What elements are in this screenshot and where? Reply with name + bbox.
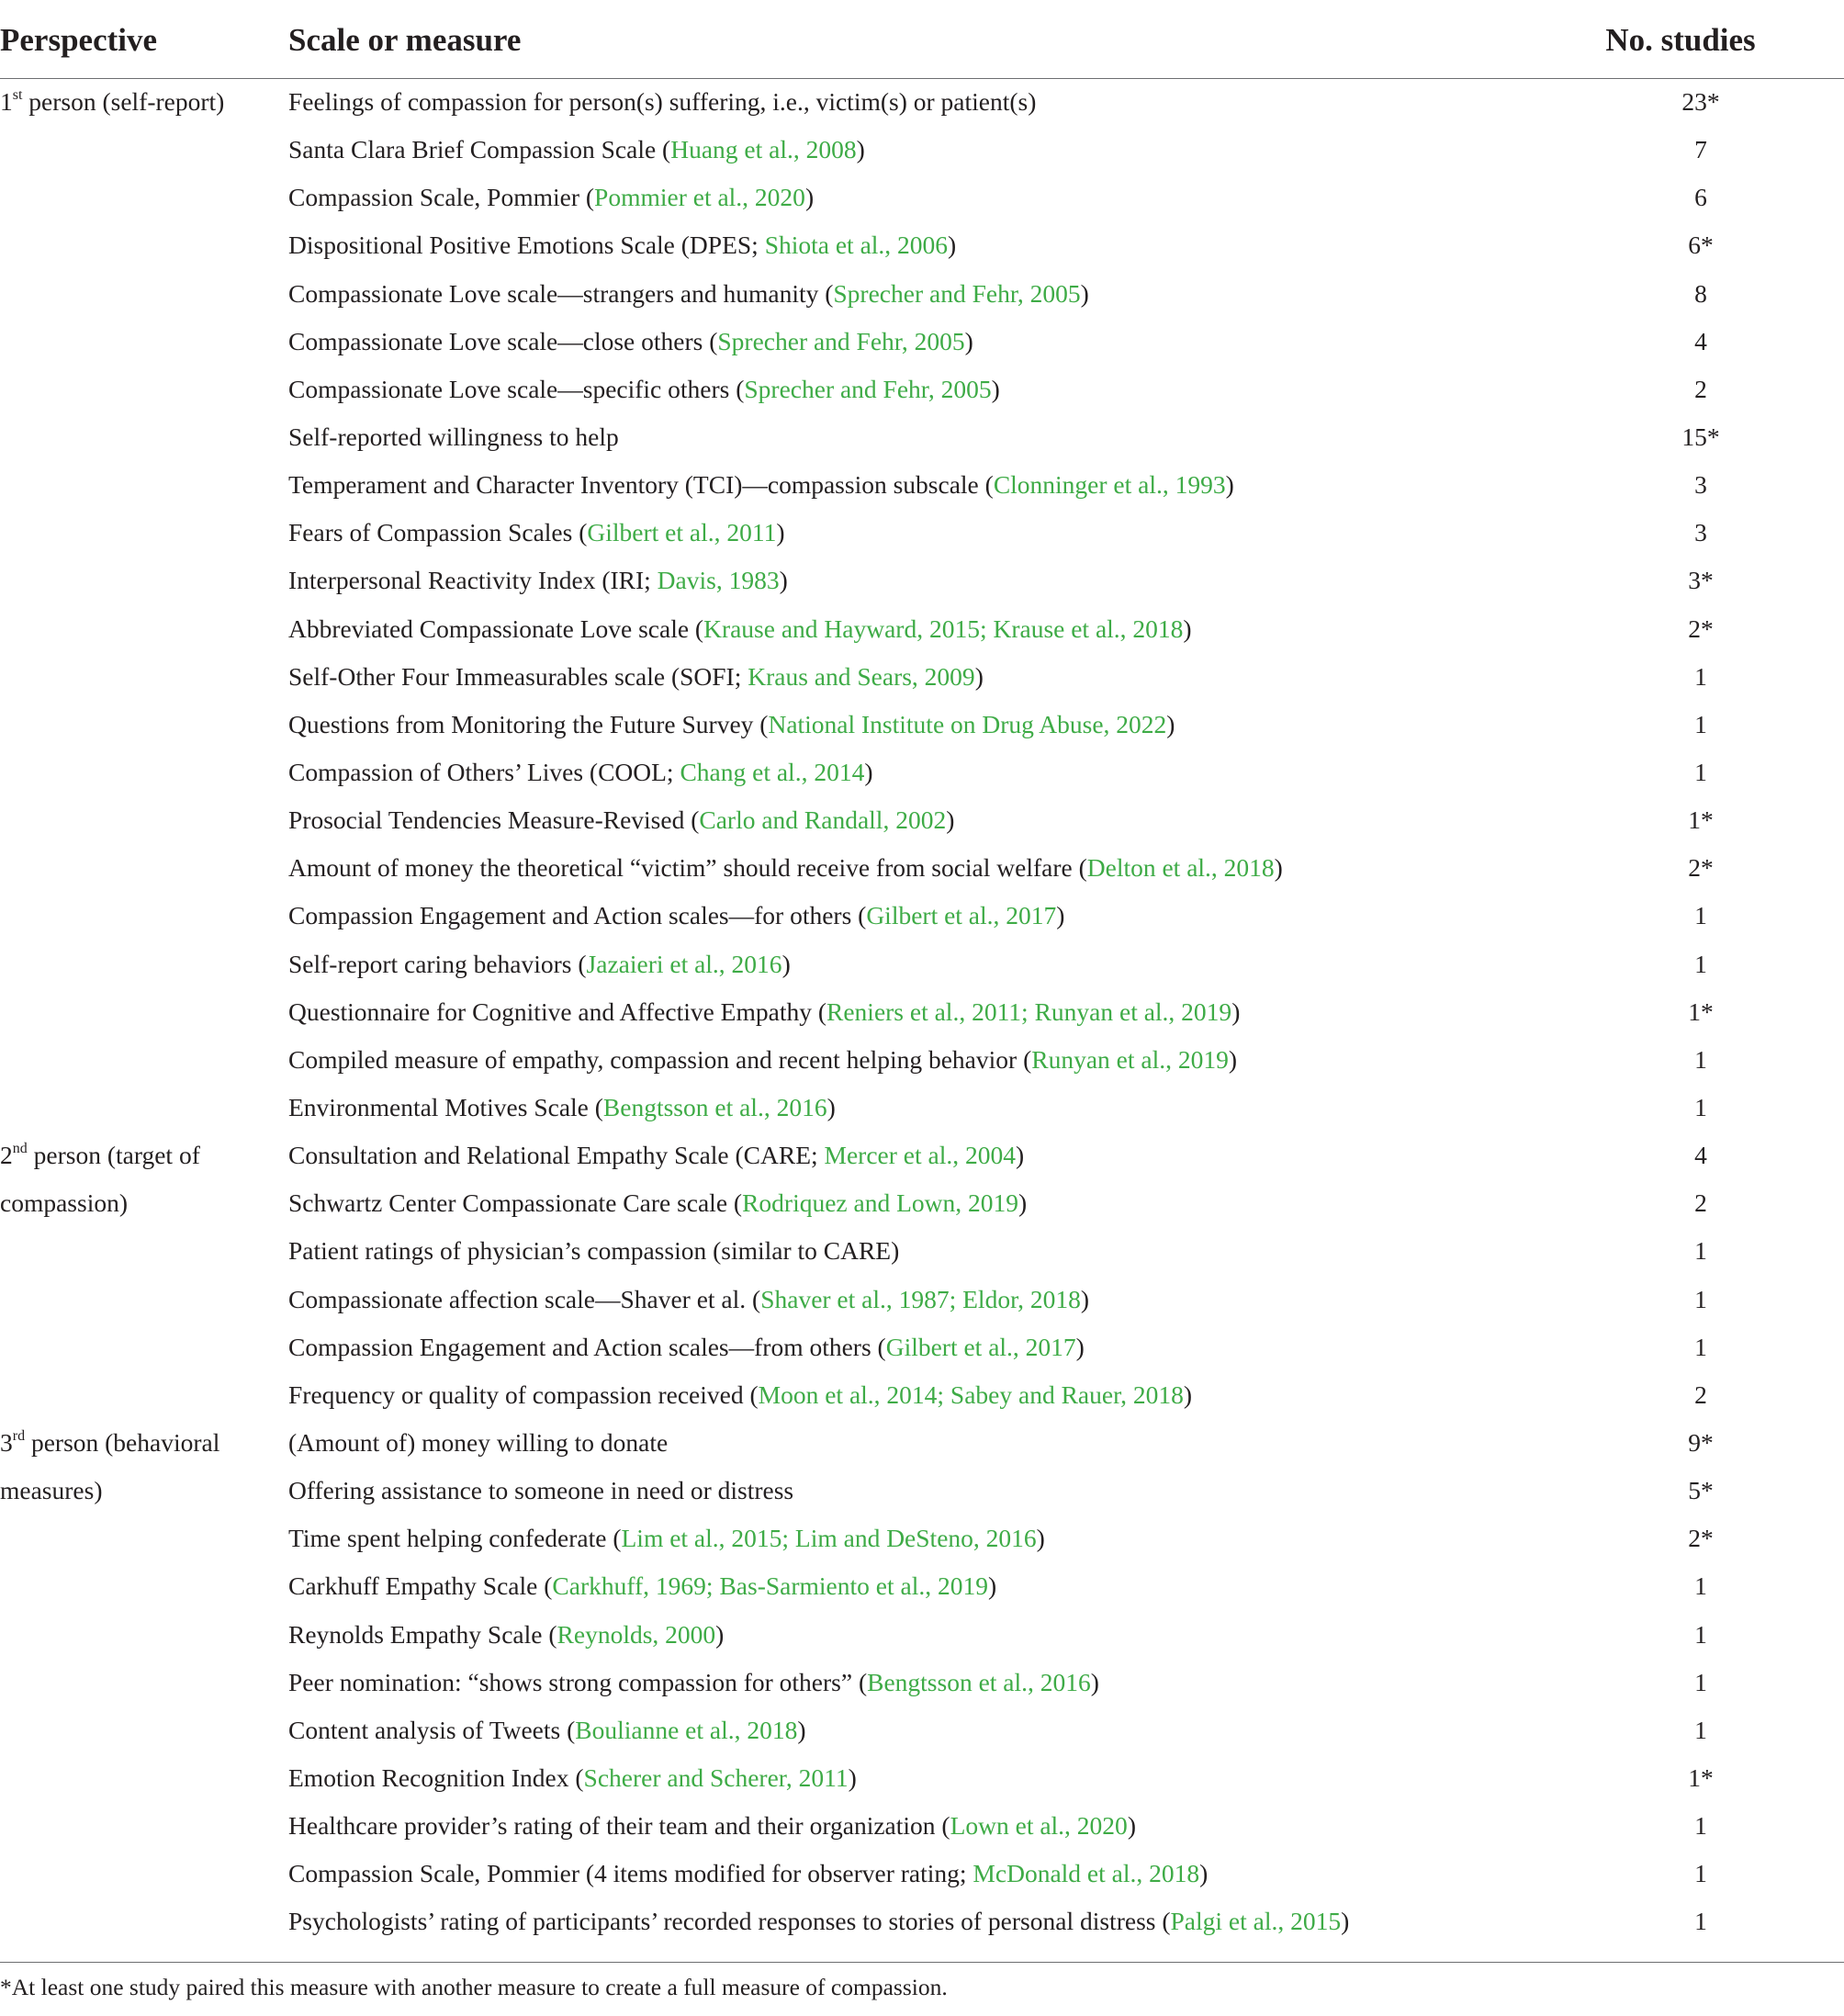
- citation-link[interactable]: Jazaieri et al., 2016: [586, 949, 782, 978]
- scale-cell: [288, 1419, 668, 1467]
- scale-text: Santa Clara Brief Compassion Scale (: [288, 135, 671, 164]
- table-row: [0, 1419, 1844, 1467]
- citation-link[interactable]: Clonninger et al., 1993: [993, 470, 1226, 500]
- scale-cell: [288, 988, 1240, 1036]
- scale-cell: [288, 701, 1175, 749]
- scale-text: Frequency or quality of compassion received (: [288, 1380, 759, 1409]
- scale-text-closing: ): [1274, 853, 1283, 883]
- perspective-ordinal: 2: [0, 1141, 13, 1170]
- table-row: [0, 270, 1844, 318]
- table-row: [0, 174, 1844, 221]
- study-count: 2*: [1688, 614, 1714, 643]
- scale-cell: [288, 221, 956, 269]
- scale-text-closing: ): [1183, 1380, 1193, 1409]
- scale-cell: [288, 1802, 1136, 1850]
- scale-cell: [288, 1515, 1045, 1562]
- perspective-line: [0, 78, 275, 126]
- citation-link[interactable]: Lown et al., 2020: [950, 1811, 1128, 1841]
- table-row: [0, 1754, 1844, 1802]
- study-count: 1: [1694, 661, 1707, 691]
- table-row: [0, 940, 1844, 988]
- scale-text-closing: ): [987, 1571, 997, 1601]
- scale-cell: [288, 749, 873, 796]
- scale-text: Compassion Engagement and Action scales—from others (: [288, 1332, 886, 1361]
- table-row: [0, 1515, 1844, 1562]
- scale-text: Compassionate Love scale—specific others (: [288, 374, 745, 403]
- scale-text-closing: ): [856, 135, 865, 164]
- scale-text: Self-report caring behaviors (: [288, 949, 587, 978]
- scale-cell: [288, 1323, 1085, 1371]
- scale-cell: [288, 1611, 724, 1659]
- scale-text: Carkhuff Empathy Scale (: [288, 1571, 553, 1601]
- study-count: 1*: [1688, 805, 1714, 835]
- scale-text-closing: ): [779, 566, 788, 595]
- scale-text-closing: ): [781, 949, 791, 978]
- scale-text-closing: ): [1127, 1811, 1136, 1841]
- citation-link[interactable]: Gilbert et al., 2017: [885, 1332, 1076, 1361]
- study-count: 9*: [1688, 1427, 1714, 1457]
- citation-link[interactable]: Runyan et al., 2019: [1031, 1044, 1229, 1074]
- scale-text: Reynolds Empathy Scale (: [288, 1619, 557, 1649]
- table-row: [0, 557, 1844, 604]
- scale-text: Questionnaire for Cognitive and Affective Empathy (: [288, 997, 826, 1026]
- citation-link[interactable]: Gilbert et al., 2017: [866, 901, 1057, 930]
- scale-text-closing: ): [776, 518, 785, 547]
- citation-link[interactable]: Sprecher and Fehr, 2005: [833, 278, 1081, 308]
- study-count: 1*: [1688, 997, 1714, 1026]
- table-row: [0, 605, 1844, 653]
- table-row: [0, 892, 1844, 940]
- scale-cell: [288, 557, 788, 604]
- scale-text: Feelings of compassion for person(s) suffering, i.e., victim(s) or patient(s): [288, 87, 1037, 116]
- scale-cell: [288, 1754, 857, 1802]
- scale-cell: [288, 1084, 836, 1132]
- perspective-line: [0, 1132, 275, 1179]
- study-count: 1*: [1688, 1763, 1714, 1792]
- scale-text: Environmental Motives Scale (: [288, 1092, 603, 1121]
- study-count: 1: [1694, 1859, 1707, 1888]
- citation-link[interactable]: Rodriquez and Lown, 2019: [742, 1188, 1018, 1218]
- citation-link[interactable]: Reniers et al., 2011; Runyan et al., 2019: [826, 997, 1232, 1026]
- scale-cell: [288, 509, 785, 557]
- citation-link[interactable]: Boulianne et al., 2018: [575, 1715, 798, 1744]
- study-count: 1: [1694, 1715, 1707, 1744]
- scale-text: Abbreviated Compassionate Love scale (: [288, 614, 704, 643]
- study-count: 1: [1694, 1332, 1707, 1361]
- perspective-line: [0, 1179, 275, 1227]
- header-number-of-studies: No. studies: [1605, 22, 1756, 58]
- scale-text: Peer nomination: “shows strong compassion for others” (: [288, 1667, 868, 1696]
- scale-text: Consultation and Relational Empathy Scale (CARE;: [288, 1141, 825, 1170]
- scale-text: Temperament and Character Inventory (TCI)—compassion subscale (: [288, 470, 994, 500]
- citation-link[interactable]: Sprecher and Fehr, 2005: [744, 374, 992, 403]
- scale-cell: [288, 1467, 793, 1515]
- study-count: 1: [1694, 1044, 1707, 1074]
- perspective-ordinal: 1: [0, 87, 13, 116]
- study-count: 6: [1694, 183, 1707, 212]
- citation-link[interactable]: Mercer et al., 2004: [824, 1141, 1016, 1170]
- study-count: 4: [1694, 1141, 1707, 1170]
- table-row: [0, 1611, 1844, 1659]
- scale-text: Dispositional Positive Emotions Scale (DPES;: [288, 231, 765, 260]
- table-row: [0, 1802, 1844, 1850]
- table-row: [0, 1659, 1844, 1706]
- citation-link[interactable]: Huang et al., 2008: [670, 135, 857, 164]
- table-row: [0, 78, 1844, 126]
- study-count: 2*: [1688, 1524, 1714, 1553]
- scale-text: Time spent helping confederate (: [288, 1524, 622, 1553]
- perspective-text: person (behavioral: [25, 1428, 220, 1458]
- scale-text: Compassion Scale, Pommier (: [288, 183, 595, 212]
- scale-text-closing: ): [974, 661, 984, 691]
- scale-text-closing: ): [1090, 1667, 1099, 1696]
- citation-link[interactable]: Carlo and Randall, 2002: [699, 805, 947, 835]
- table-row: [0, 1323, 1844, 1371]
- table-row: [0, 366, 1844, 413]
- scale-text-closing: ): [797, 1715, 806, 1744]
- table-row: [0, 1036, 1844, 1084]
- study-count: 1: [1694, 1092, 1707, 1121]
- scale-text: (Amount of) money willing to donate: [288, 1427, 669, 1457]
- scale-cell: [288, 605, 1192, 653]
- scale-text: Self-reported willingness to help: [288, 422, 619, 451]
- citation-link[interactable]: McDonald et al., 2018: [973, 1859, 1200, 1888]
- scale-text: Self-Other Four Immeasurables scale (SOFI;: [288, 661, 748, 691]
- scale-text-closing: ): [1018, 1188, 1028, 1218]
- table-row: [0, 844, 1844, 892]
- study-count: 1: [1694, 757, 1707, 786]
- table-row: [0, 221, 1844, 269]
- scale-text-closing: ): [948, 231, 957, 260]
- scale-cell: [288, 1179, 1027, 1227]
- perspective-ordinal: 3: [0, 1428, 13, 1458]
- scale-text: Amount of money the theoretical “victim” should receive from social welfare (: [288, 853, 1087, 883]
- scale-text-closing: ): [1225, 470, 1234, 500]
- study-count: 23*: [1681, 87, 1720, 116]
- scale-text-closing: ): [1080, 278, 1089, 308]
- scale-text-closing: ): [1231, 997, 1241, 1026]
- scale-text: Interpersonal Reactivity Index (IRI;: [288, 566, 658, 595]
- scale-cell: [288, 940, 791, 988]
- scale-cell: [288, 1371, 1192, 1419]
- table-row: [0, 126, 1844, 174]
- perspective-label: [0, 1132, 275, 1227]
- citation-link[interactable]: Lim et al., 2015; Lim and DeSteno, 2016: [621, 1524, 1037, 1553]
- scale-text: Compassionate affection scale—Shaver et al. (: [288, 1284, 761, 1313]
- citation-link[interactable]: Moon et al., 2014; Sabey and Rauer, 2018: [758, 1380, 1184, 1409]
- scale-text: Fears of Compassion Scales (: [288, 518, 588, 547]
- study-count: 1: [1694, 1236, 1707, 1266]
- study-count: 6*: [1688, 231, 1714, 260]
- perspective-text: compassion): [0, 1188, 129, 1218]
- scale-cell: [288, 1850, 1208, 1898]
- scale-cell: [288, 270, 1089, 318]
- study-count: 1: [1694, 901, 1707, 930]
- scale-text-closing: ): [864, 757, 873, 786]
- scale-cell: [288, 1562, 996, 1610]
- table-row: [0, 413, 1844, 461]
- scale-text: Compassion of Others’ Lives (COOL;: [288, 757, 680, 786]
- table-row: [0, 1276, 1844, 1323]
- perspective-text: measures): [0, 1476, 103, 1505]
- ordinal-suffix: st: [12, 86, 23, 103]
- scale-text-closing: ): [804, 183, 815, 212]
- scale-cell: [288, 461, 1234, 509]
- citation-link[interactable]: Carkhuff, 1969; Bas-Sarmiento et al., 2019: [552, 1571, 988, 1601]
- scale-text-closing: ): [826, 1092, 836, 1121]
- scale-cell: [288, 1132, 1024, 1179]
- table-row: [0, 1898, 1844, 1945]
- table-row: [0, 1850, 1844, 1898]
- scale-cell: [288, 366, 1000, 413]
- table-row: [0, 1227, 1844, 1275]
- citation-link[interactable]: Kraus and Sears, 2009: [748, 661, 975, 691]
- study-count: 1: [1694, 1811, 1707, 1841]
- table-row: [0, 1467, 1844, 1515]
- scale-cell: [288, 796, 954, 844]
- citation-link[interactable]: Gilbert et al., 2011: [587, 518, 777, 547]
- citation-link[interactable]: Palgi et al., 2015: [1170, 1907, 1342, 1936]
- scale-text: Schwartz Center Compassionate Care scale (: [288, 1188, 743, 1218]
- table-row: [0, 1562, 1844, 1610]
- scale-text-closing: ): [715, 1619, 725, 1649]
- study-count: 2: [1694, 1380, 1707, 1409]
- study-count: 8: [1694, 278, 1707, 308]
- scale-text: Compassionate Love scale—strangers and humanity (: [288, 278, 834, 308]
- header-scale-or-measure: Scale or measure: [288, 22, 522, 58]
- scale-cell: [288, 892, 1064, 940]
- citation-link[interactable]: Shiota et al., 2006: [764, 231, 949, 260]
- citation-link[interactable]: Pommier et al., 2020: [594, 183, 805, 212]
- citation-link[interactable]: Reynolds, 2000: [557, 1619, 716, 1649]
- table-row: [0, 988, 1844, 1036]
- scale-cell: [288, 413, 619, 461]
- scale-text-closing: ): [1015, 1141, 1025, 1170]
- scale-text: Patient ratings of physician’s compassion (similar to CARE): [288, 1236, 900, 1266]
- table-footnote: *At least one study paired this measure with another measure to create a full measure of compassion.: [0, 1974, 948, 2000]
- perspective-text: person (self-report): [22, 87, 225, 116]
- ordinal-suffix: rd: [12, 1428, 26, 1445]
- table-row: [0, 701, 1844, 749]
- scale-text-closing: ): [1199, 1859, 1209, 1888]
- scale-text-closing: ): [1228, 1044, 1238, 1074]
- scale-text: Compassionate Love scale—close others (: [288, 326, 718, 355]
- table-row: [0, 749, 1844, 796]
- scale-text-closing: ): [946, 805, 955, 835]
- scale-text: Questions from Monitoring the Future Survey (: [288, 709, 769, 738]
- perspective-label: [0, 1419, 275, 1515]
- scale-text: Healthcare provider’s rating of their team and their organization (: [288, 1811, 950, 1841]
- study-count: 15*: [1681, 422, 1720, 451]
- study-count: 1: [1694, 949, 1707, 978]
- citation-link[interactable]: Bengtsson et al., 2016: [867, 1667, 1091, 1696]
- table-body: [0, 78, 1844, 1945]
- study-count: 3: [1694, 518, 1707, 547]
- footer-rule: [0, 1962, 1844, 1963]
- scale-text-closing: ): [1183, 614, 1192, 643]
- header-perspective: Perspective: [0, 22, 158, 58]
- citation-link[interactable]: Sprecher and Fehr, 2005: [717, 326, 965, 355]
- table-row: [0, 1706, 1844, 1754]
- study-count: 1: [1694, 1667, 1707, 1696]
- scale-text-closing: ): [848, 1763, 857, 1792]
- table-row: [0, 653, 1844, 701]
- table-row: [0, 1132, 1844, 1179]
- study-count: 1: [1694, 1284, 1707, 1313]
- citation-link[interactable]: National Institute on Drug Abuse, 2022: [768, 709, 1167, 738]
- scale-text-closing: ): [1056, 901, 1065, 930]
- table-row: [0, 1084, 1844, 1132]
- scale-text-closing: ): [1341, 1907, 1350, 1936]
- scale-text: Compassion Scale, Pommier (4 items modified for observer rating;: [288, 1859, 973, 1888]
- study-count: 1: [1694, 1907, 1707, 1936]
- table-row: [0, 509, 1844, 557]
- scale-text: Emotion Recognition Index (: [288, 1763, 584, 1792]
- scale-cell: [288, 1706, 806, 1754]
- scale-text-closing: ): [991, 374, 1000, 403]
- study-count: 5*: [1688, 1476, 1714, 1505]
- study-count: 2*: [1688, 853, 1714, 883]
- scale-cell: [288, 126, 865, 174]
- scale-cell: [288, 1227, 899, 1275]
- scale-text: Prosocial Tendencies Measure-Revised (: [288, 805, 700, 835]
- perspective-label: [0, 78, 275, 126]
- citation-link[interactable]: Delton et al., 2018: [1086, 853, 1275, 883]
- table-row: [0, 318, 1844, 366]
- study-count: 7: [1694, 135, 1707, 164]
- study-count: 2: [1694, 374, 1707, 403]
- table-row: [0, 796, 1844, 844]
- citation-link[interactable]: Shaver et al., 1987; Eldor, 2018: [760, 1284, 1081, 1313]
- scale-cell: [288, 653, 984, 701]
- citation-link[interactable]: Davis, 1983: [657, 566, 780, 595]
- scale-cell: [288, 1036, 1237, 1084]
- study-count: 1: [1694, 709, 1707, 738]
- scale-cell: [288, 1659, 1099, 1706]
- scale-text-closing: ): [964, 326, 973, 355]
- citation-link[interactable]: Chang et al., 2014: [680, 757, 865, 786]
- scale-cell: [288, 174, 814, 221]
- perspective-line: [0, 1467, 275, 1515]
- scale-text-closing: ): [1075, 1332, 1085, 1361]
- table-row: [0, 1371, 1844, 1419]
- table-row: [0, 461, 1844, 509]
- citation-link[interactable]: Scherer and Scherer, 2011: [583, 1763, 849, 1792]
- scale-text-closing: ): [1166, 709, 1175, 738]
- scale-text: Compiled measure of empathy, compassion and recent helping behavior (: [288, 1044, 1032, 1074]
- citation-link[interactable]: Krause and Hayward, 2015; Krause et al., 2018: [703, 614, 1184, 643]
- scale-cell: [288, 78, 1036, 126]
- study-count: 2: [1694, 1188, 1707, 1218]
- perspective-line: [0, 1419, 275, 1467]
- scale-cell: [288, 318, 973, 366]
- scale-text-closing: ): [1080, 1284, 1090, 1313]
- scale-text-closing: ): [1036, 1524, 1045, 1553]
- scale-cell: [288, 844, 1283, 892]
- citation-link[interactable]: Bengtsson et al., 2016: [602, 1092, 827, 1121]
- scale-text: Psychologists’ rating of participants’ recorded responses to stories of personal distress (: [288, 1907, 1171, 1936]
- ordinal-suffix: nd: [12, 1141, 28, 1157]
- scale-cell: [288, 1898, 1349, 1945]
- perspective-text: person (target of: [27, 1141, 200, 1170]
- study-count: 1: [1694, 1619, 1707, 1649]
- table-row: [0, 1179, 1844, 1227]
- study-count: 3: [1694, 470, 1707, 500]
- study-count: 3*: [1688, 566, 1714, 595]
- scale-cell: [288, 1276, 1089, 1323]
- scale-text: Content analysis of Tweets (: [288, 1715, 576, 1744]
- scale-text: Compassion Engagement and Action scales—for others (: [288, 901, 867, 930]
- study-count: 4: [1694, 326, 1707, 355]
- table-header: [0, 20, 1844, 75]
- scale-text: Offering assistance to someone in need or distress: [288, 1476, 794, 1505]
- study-count: 1: [1694, 1571, 1707, 1601]
